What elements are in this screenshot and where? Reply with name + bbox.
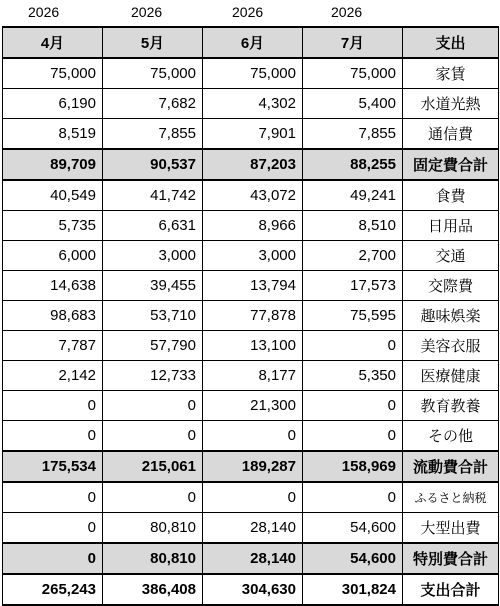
amount-cell[interactable]: 80,810 (103, 543, 203, 574)
amount-cell[interactable]: 41,742 (103, 180, 203, 211)
amount-cell[interactable]: 158,969 (303, 451, 403, 482)
amount-cell[interactable]: 0 (3, 543, 103, 574)
category-label-cell[interactable]: 美容衣服 (403, 331, 499, 361)
amount-cell[interactable]: 0 (303, 421, 403, 452)
year-label-may: 2026 (131, 4, 163, 20)
header-cell[interactable]: 5月 (103, 27, 203, 58)
header-cell[interactable]: 7月 (303, 27, 403, 58)
amount-cell[interactable]: 21,300 (203, 391, 303, 421)
amount-cell[interactable]: 39,455 (103, 271, 203, 301)
amount-cell[interactable]: 0 (3, 391, 103, 421)
amount-cell[interactable]: 40,549 (3, 180, 103, 211)
amount-cell[interactable]: 53,710 (103, 301, 203, 331)
category-label-cell[interactable]: 医療健康 (403, 361, 499, 391)
category-label-cell[interactable]: 趣味娯楽 (403, 301, 499, 331)
amount-cell[interactable]: 3,000 (203, 241, 303, 271)
amount-cell[interactable]: 304,630 (203, 574, 303, 605)
header-cell[interactable]: 4月 (3, 27, 103, 58)
amount-cell[interactable]: 0 (103, 421, 203, 452)
amount-cell[interactable]: 54,600 (303, 513, 403, 544)
amount-cell[interactable]: 54,600 (303, 543, 403, 574)
category-label-cell[interactable]: 支出合計 (403, 574, 499, 605)
amount-cell[interactable]: 0 (203, 421, 303, 452)
amount-cell[interactable]: 4,302 (203, 89, 303, 119)
category-label-cell[interactable]: 食費 (403, 180, 499, 211)
amount-cell[interactable]: 0 (103, 482, 203, 513)
category-label-cell[interactable]: 通信費 (403, 119, 499, 150)
table-row (3, 421, 499, 452)
amount-cell[interactable]: 14,638 (3, 271, 103, 301)
amount-cell[interactable]: 8,519 (3, 119, 103, 150)
category-label-cell[interactable]: ふるさと納税 (403, 482, 499, 513)
amount-cell[interactable]: 8,510 (303, 211, 403, 241)
amount-cell[interactable]: 0 (3, 482, 103, 513)
amount-cell[interactable]: 43,072 (203, 180, 303, 211)
total-row (3, 574, 499, 605)
amount-cell[interactable]: 5,350 (303, 361, 403, 391)
amount-cell[interactable]: 89,709 (3, 149, 103, 180)
subtotal-row (3, 543, 499, 574)
amount-cell[interactable]: 57,790 (103, 331, 203, 361)
amount-cell[interactable]: 386,408 (103, 574, 203, 605)
amount-cell[interactable]: 12,733 (103, 361, 203, 391)
amount-cell[interactable]: 80,810 (103, 513, 203, 544)
amount-cell[interactable]: 2,142 (3, 361, 103, 391)
category-label-cell[interactable]: 固定費合計 (403, 149, 499, 180)
subtotal-row (3, 149, 499, 180)
amount-cell[interactable]: 0 (303, 482, 403, 513)
amount-cell[interactable]: 7,901 (203, 119, 303, 150)
amount-cell[interactable]: 215,061 (103, 451, 203, 482)
amount-cell[interactable]: 265,243 (3, 574, 103, 605)
table-row (3, 58, 499, 89)
amount-cell[interactable]: 75,000 (203, 58, 303, 89)
table-row (3, 180, 499, 211)
amount-cell[interactable]: 0 (3, 421, 103, 452)
amount-cell[interactable]: 175,534 (3, 451, 103, 482)
amount-cell[interactable]: 5,735 (3, 211, 103, 241)
amount-cell[interactable]: 0 (203, 482, 303, 513)
amount-cell[interactable]: 87,203 (203, 149, 303, 180)
subtotal-row (3, 451, 499, 482)
category-label-cell[interactable]: 家賃 (403, 58, 499, 89)
category-label-cell[interactable]: 交際費 (403, 271, 499, 301)
year-label-jul: 2026 (331, 4, 363, 20)
amount-cell[interactable]: 7,855 (103, 119, 203, 150)
expense-table (2, 26, 499, 606)
header-cell[interactable]: 支出 (403, 27, 499, 58)
table-row (3, 301, 499, 331)
amount-cell[interactable]: 189,287 (203, 451, 303, 482)
amount-cell[interactable]: 13,794 (203, 271, 303, 301)
amount-cell[interactable]: 17,573 (303, 271, 403, 301)
header-row (3, 27, 499, 58)
amount-cell[interactable]: 3,000 (103, 241, 203, 271)
year-row (0, 0, 500, 26)
amount-cell[interactable]: 8,177 (203, 361, 303, 391)
category-label-cell[interactable]: その他 (403, 421, 499, 452)
amount-cell[interactable]: 301,824 (303, 574, 403, 605)
amount-cell[interactable]: 88,255 (303, 149, 403, 180)
amount-cell[interactable]: 0 (303, 331, 403, 361)
year-label-jun: 2026 (232, 4, 264, 20)
amount-cell[interactable]: 75,000 (3, 58, 103, 89)
amount-cell[interactable]: 0 (303, 391, 403, 421)
table-row (3, 391, 499, 421)
table-row (3, 89, 499, 119)
amount-cell[interactable]: 0 (3, 513, 103, 544)
amount-cell[interactable]: 75,000 (103, 58, 203, 89)
table-row (3, 513, 499, 544)
category-label-cell[interactable]: 大型出費 (403, 513, 499, 544)
table-row (3, 361, 499, 391)
amount-cell[interactable]: 7,682 (103, 89, 203, 119)
amount-cell[interactable]: 6,190 (3, 89, 103, 119)
amount-cell[interactable]: 90,537 (103, 149, 203, 180)
amount-cell[interactable]: 7,787 (3, 331, 103, 361)
amount-cell[interactable]: 77,878 (203, 301, 303, 331)
table-row (3, 482, 499, 513)
table-body (3, 58, 499, 605)
table-row (3, 271, 499, 301)
amount-cell[interactable]: 28,140 (203, 543, 303, 574)
category-label-cell[interactable]: 流動費合計 (403, 451, 499, 482)
table-row (3, 331, 499, 361)
amount-cell[interactable]: 13,100 (203, 331, 303, 361)
header-cell[interactable]: 6月 (203, 27, 303, 58)
category-label-cell[interactable]: 教育教養 (403, 391, 499, 421)
table-row (3, 241, 499, 271)
amount-cell[interactable]: 2,700 (303, 241, 403, 271)
amount-cell[interactable]: 8,966 (203, 211, 303, 241)
category-label-cell[interactable]: 日用品 (403, 211, 499, 241)
category-label-cell[interactable]: 交通 (403, 241, 499, 271)
amount-cell[interactable]: 5,400 (303, 89, 403, 119)
table-row (3, 211, 499, 241)
amount-cell[interactable]: 75,595 (303, 301, 403, 331)
category-label-cell[interactable]: 水道光熱 (403, 89, 499, 119)
amount-cell[interactable]: 0 (103, 391, 203, 421)
amount-cell[interactable]: 28,140 (203, 513, 303, 544)
table-row (3, 119, 499, 150)
year-label-apr: 2026 (28, 4, 60, 20)
amount-cell[interactable]: 6,000 (3, 241, 103, 271)
category-label-cell[interactable]: 特別費合計 (403, 543, 499, 574)
amount-cell[interactable]: 6,631 (103, 211, 203, 241)
amount-cell[interactable]: 75,000 (303, 58, 403, 89)
amount-cell[interactable]: 98,683 (3, 301, 103, 331)
amount-cell[interactable]: 7,855 (303, 119, 403, 150)
amount-cell[interactable]: 49,241 (303, 180, 403, 211)
